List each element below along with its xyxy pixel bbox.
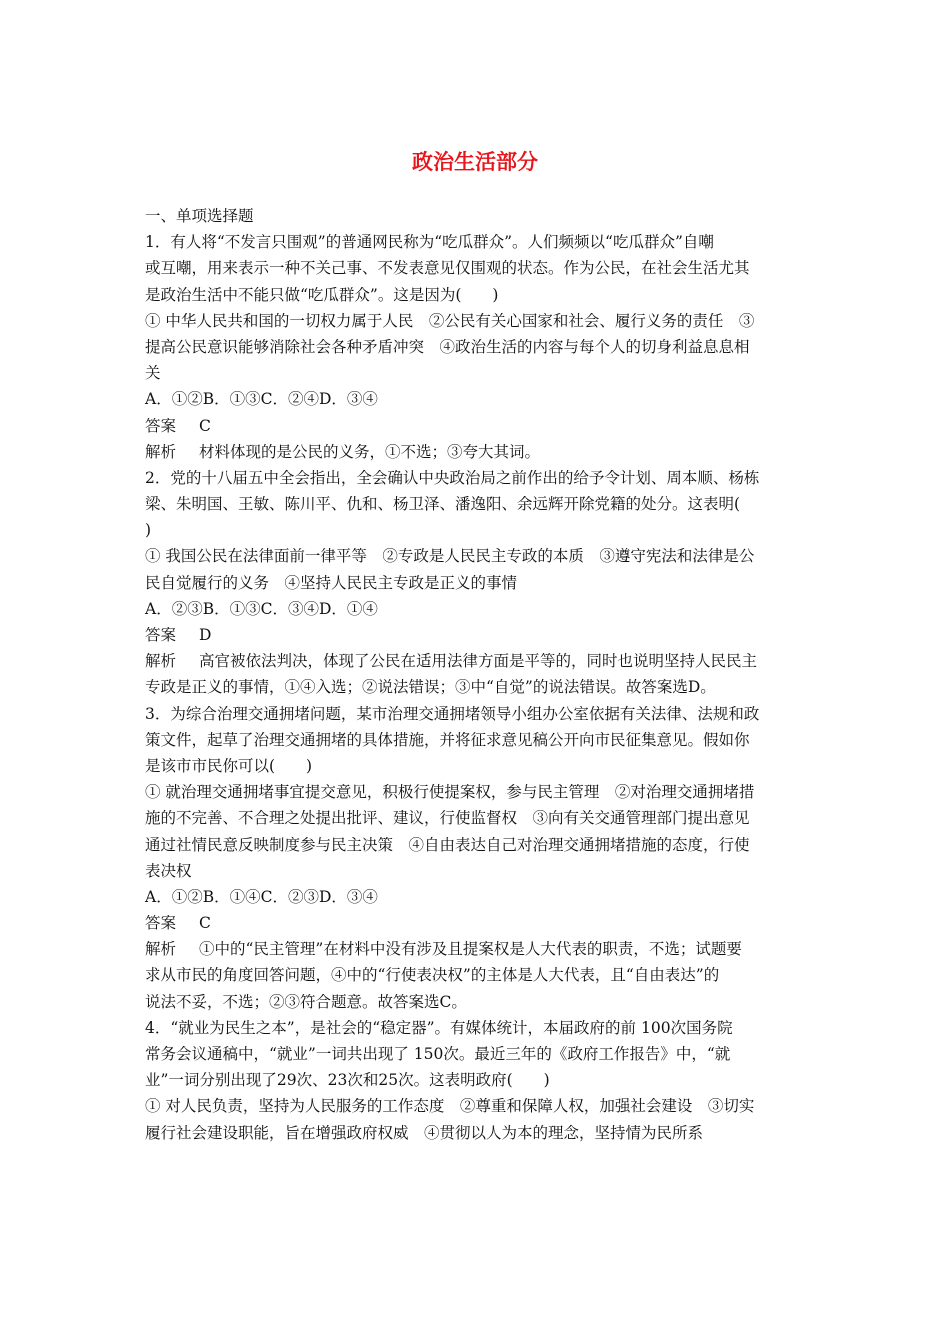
question-item-line: ① 我国公民在法律面前一律平等 ②专政是人民民主专政的本质 ③遵守宪法和法律是公 <box>145 547 755 566</box>
analysis-label: 解析 <box>145 940 177 959</box>
question-stem-line: 3．为综合治理交通拥堵问题，某市治理交通拥堵领导小组办公室依据有关法律、法规和政 <box>145 704 760 723</box>
answer-value: C <box>199 416 211 435</box>
question-item-line: 施的不完善、不合理之处提出批评、建议，行使监督权 ③向有关交通管理部门提出意见 <box>145 809 750 828</box>
answer-label: 答案 <box>145 914 177 933</box>
question-options: A．①②B．①③C．②④D．③④ <box>145 390 378 409</box>
question-stem-line: 是该市市民你可以( ) <box>145 756 313 775</box>
analysis-text: 专政是正义的事情，①④入选；②说法错误；③中“自觉”的说法错误。故答案选D。 <box>145 678 716 697</box>
question-stem-line: 梁、朱明国、王敏、陈川平、仇和、杨卫泽、潘逸阳、余远辉开除党籍的处分。这表明( <box>145 495 741 514</box>
answer-value: C <box>199 914 211 933</box>
answer-row <box>145 413 815 439</box>
page-title: 政治生活部分 <box>412 150 538 174</box>
analysis-row <box>145 439 815 465</box>
question-options: A．①②B．①④C．②③D．③④ <box>145 887 378 906</box>
answer-label: 答案 <box>145 626 177 644</box>
analysis-text: 说法不妥，不选；②③符合题意。故答案选C。 <box>145 992 467 1011</box>
question-stem-line: 1．有人将“不发言只围观”的普通网民称为“吃瓜群众”。人们频频以“吃瓜群众”自嘲 <box>145 233 714 252</box>
analysis-text: 材料体现的是公民的义务，①不选；③夸大其词。 <box>199 442 541 461</box>
question-2 <box>145 465 815 701</box>
question-stem-line: 策文件，起草了治理交通拥堵的具体措施，并将征求意见稿公开向市民征集意见。假如你 <box>145 730 750 749</box>
analysis-text: 高官被依法判决，体现了公民在适用法律方面是平等的，同时也说明坚持人民民主 <box>199 652 758 671</box>
answer-value: D <box>199 626 212 644</box>
analysis-text: 求从市民的角度回答问题，④中的“行使表决权”的主体是人大代表，且“自由表达”的 <box>145 966 720 985</box>
question-item-line: ① 中华人民共和国的一切权力属于人民 ②公民有关心国家和社会、履行义务的责任 ③ <box>145 311 755 330</box>
question-item-line: 履行社会建设职能，旨在增强政府权威 ④贯彻以人为本的理念，坚持情为民所系 <box>145 1123 704 1142</box>
question-stem-line: ) <box>145 521 152 540</box>
question-stem-line: 业”一词分别出现了29次、23次和25次。这表明政府( ) <box>145 1071 550 1090</box>
question-4 <box>145 1015 815 1146</box>
answer-label: 答案 <box>145 416 177 435</box>
question-item-line: 民自觉履行的义务 ④坚持人民民主专政是正义的事情 <box>145 573 518 592</box>
analysis-row <box>145 936 815 962</box>
question-item-line: ① 就治理交通拥堵事宜提交意见，积极行使提案权，参与民主管理 ②对治理交通拥堵措 <box>145 783 755 802</box>
answer-row <box>145 622 815 648</box>
question-stem-line: 常务会议通稿中，“就业”一词共出现了 150次。最近三年的《政府工作报告》中，“就 <box>145 1045 731 1063</box>
question-item-line: ① 对人民负责，坚持为人民服务的工作态度 ②尊重和保障人权，加强社会建设 ③切实 <box>145 1097 755 1116</box>
question-stem-line: 是政治生活中不能只做“吃瓜群众”。这是因为( ) <box>145 285 499 304</box>
analysis-row <box>145 648 815 674</box>
analysis-text: ①中的“民主管理”在材料中没有涉及且提案权是人大代表的职责，不选；试题要 <box>199 940 742 959</box>
question-stem-line: 4．“就业为民生之本”，是社会的“稳定器”。有媒体统计，本届政府的前 100次国务院 <box>145 1018 733 1037</box>
question-3 <box>145 701 815 1015</box>
question-item-line: 通过社情民意反映制度参与民主决策 ④自由表达自己对治理交通拥堵措施的态度，行使 <box>145 835 750 854</box>
question-options: A．②③B．①③C．③④D．①④ <box>145 599 378 618</box>
document-body <box>145 203 815 1146</box>
section-heading: 一、单项选择题 <box>145 207 254 225</box>
analysis-label: 解析 <box>145 652 177 671</box>
question-item-line: 关 <box>145 364 161 383</box>
question-stem-line: 或互嘲，用来表示一种不关己事、不发表意见仅围观的状态。作为公民，在社会生活尤其 <box>145 259 750 278</box>
question-1 <box>145 229 815 465</box>
question-stem-line: 2．党的十八届五中全会指出，全会确认中央政治局之前作出的给予令计划、周本顺、杨栋 <box>145 468 760 487</box>
question-item-line: 表决权 <box>145 861 192 880</box>
answer-row <box>145 910 815 936</box>
question-item-line: 提高公民意识能够消除社会各种矛盾冲突 ④政治生活的内容与每个人的切身利益息息相 <box>145 337 750 356</box>
analysis-label: 解析 <box>145 442 177 461</box>
